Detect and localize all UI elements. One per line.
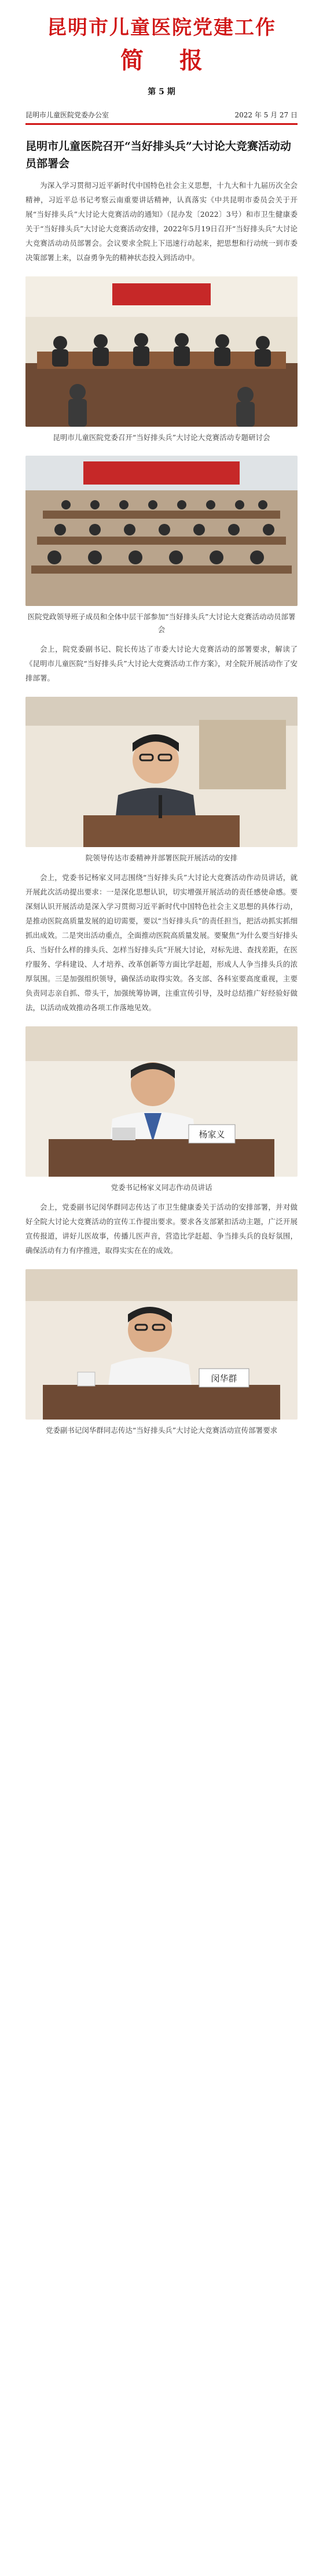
photo-party-secretary	[25, 1026, 298, 1177]
article-paragraph: 会上，院党委副书记、院长传达了市委大讨论大竞赛活动的部署要求，解读了《昆明市儿童医院“当好排头兵”大讨论大竞赛活动工作方案》，对全院开展活动作了安排部署。	[25, 645, 298, 682]
article-title: 昆明市儿童医院召开“当好排头兵”大讨论大竞赛活动动员部署会	[25, 140, 291, 170]
photo-speaker-president	[25, 697, 298, 847]
figure-caption: 党委书记杨家义同志作动员讲话	[111, 1183, 212, 1192]
photo-meeting-hall	[25, 456, 298, 606]
article-paragraph: 会上，党委书记杨家义同志围绕“当好排头兵”大讨论大竞赛活动作动员讲话，就开展此次活动提出要求：一是深化思想认识，切实增强开展活动的责任感使命感。要深刻认识开展活动是深入学习贯彻习近平新时代中国特色社会主义思想的具体行动，是推动医院高质量发展的迫切需要，要以“当好排头兵”的责任担当，把活动抓实抓细抓出成效。二是突出活动重点，全面推动医院高质量发展。要聚焦“为什么要当好排头兵、当好什么样的排头兵、怎样当好排头兵”开展大讨论，对标先进、查找差距，在医疗服务、学科建设、人才培养、改革创新等方面比学赶超，形成人人争当排头兵的浓厚氛围。三是加强组织领导，确保活动取得实效。各支部、各科室要高度重视，主要负责同志亲自抓、带头干，加强统筹协调，注重宣传引导，及时总结推广好经验好做法，以活动成效推动各项工作落地见效。	[25, 873, 298, 1012]
figure-caption: 院领导传达市委精神并部署医院开展活动的安排	[85, 853, 238, 862]
meeting-photo-1	[25, 276, 298, 427]
speaker-photo-3	[25, 1269, 298, 1420]
figure-caption: 医院党政领导班子成员和全体中层干部参加“当好排头兵”大讨论大竞赛活动动员部署会	[27, 612, 296, 634]
nameplate-text: 闵华群	[211, 1373, 237, 1384]
issuing-office: 昆明市儿童医院党委办公室	[25, 111, 109, 119]
photo-meeting-room	[25, 276, 298, 427]
figure-caption: 党委副书记闵华群同志传达“当好排头兵”大讨论大竞赛活动宣传部署要求	[45, 1426, 278, 1435]
photo-deputy-secretary	[25, 1269, 298, 1420]
issue-date: 2022 年 5 月 27 日	[234, 111, 298, 119]
article-paragraph: 为深入学习贯彻习近平新时代中国特色社会主义思想，十九大和十九届历次全会精神，习近平总书记考察云南重要讲话精神，认真落实《中共昆明市委员会关于开展“当好排头兵”大讨论大竞赛活动的通知》（昆办发〔2022〕3号）和市卫生健康委关于“当好排头兵”大讨论大竞赛活动安排，2022年5月19日召开“当好排头兵”大讨论大竞赛活动动员部署会。会议要求全院上下迅速行动起来，把思想和行动统一到市委决策部署上来，以奋勇争先的精神状态投入到活动中。	[25, 181, 298, 262]
masthead	[0, 0, 323, 77]
speaker-photo-1	[25, 697, 298, 847]
red-divider	[25, 123, 298, 125]
masthead-title: 昆明市儿童医院党建工作	[47, 16, 276, 39]
article-paragraph: 会上，党委副书记闵华群同志传达了市卫生健康委关于活动的安排部署，并对做好全院大讨论大竞赛活动的宣传工作提出要求。要求各支部紧扣活动主题，广泛开展宣传报道，讲好儿医故事，传播儿医声音，营造比学赶超、争当排头兵的良好氛围，确保活动有力有序推进，取得实实在在的成效。	[25, 1203, 298, 1255]
speaker-photo-2	[25, 1026, 298, 1177]
meta-row	[25, 110, 298, 120]
figure-caption: 昆明市儿童医院党委召开“当好排头兵”大讨论大竞赛活动专题研讨会	[53, 433, 270, 442]
nameplate-text: 杨家义	[199, 1129, 225, 1140]
issue-number: 第 5 期	[148, 87, 175, 97]
masthead-subtitle: 简 报	[120, 47, 216, 74]
meeting-photo-2	[25, 456, 298, 606]
